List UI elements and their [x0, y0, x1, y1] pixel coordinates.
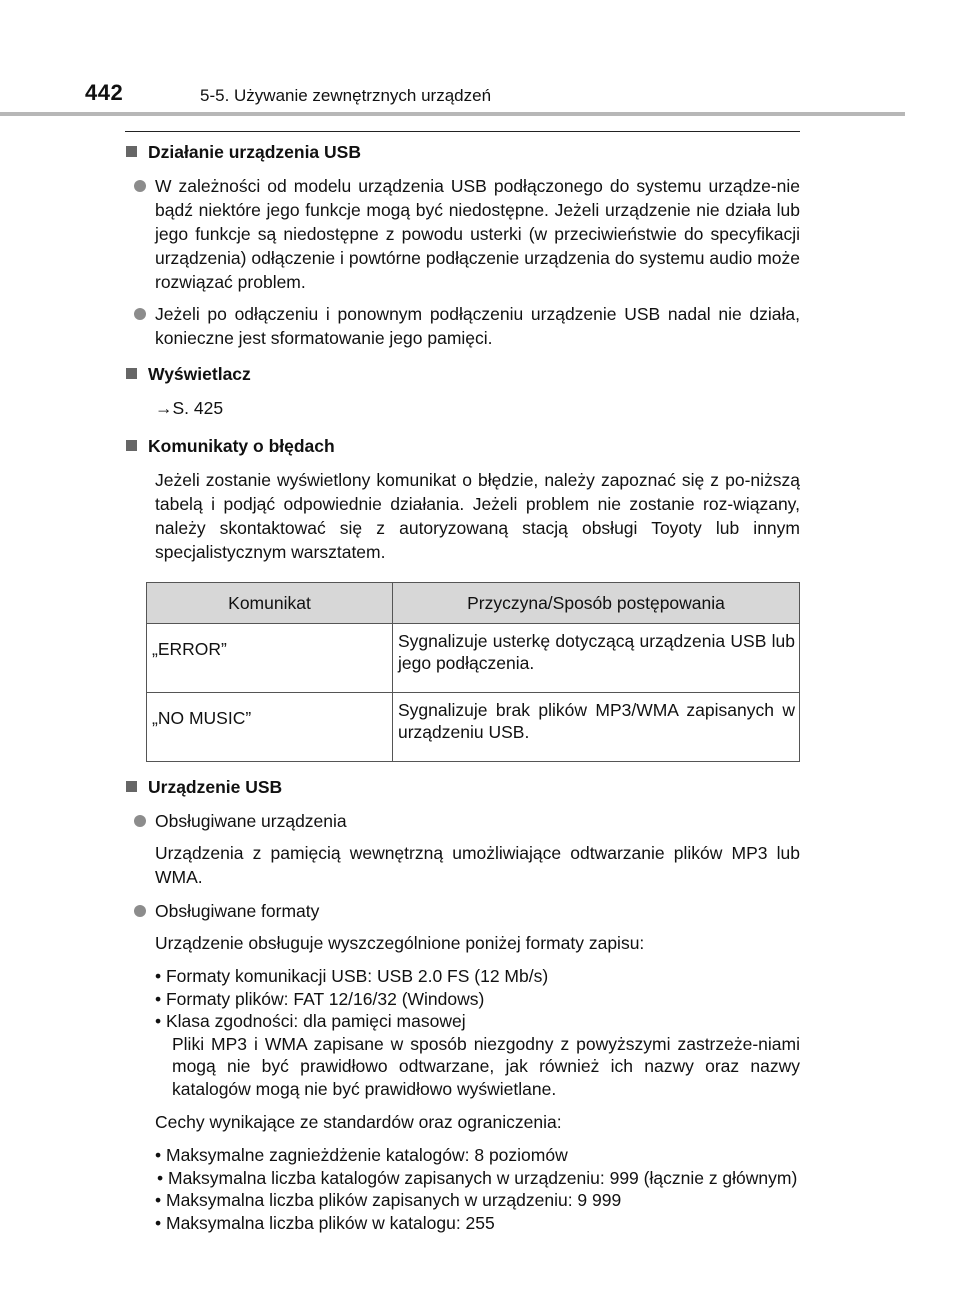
bullet-item [124, 174, 800, 294]
chapter-title: 5-5. Używanie zewnętrznych urządzeń [200, 86, 492, 105]
bullet-title: Obsługiwane urządzenia [155, 811, 347, 831]
section-title: Urządzenie USB [148, 777, 283, 797]
section-heading-display [124, 362, 800, 386]
list-item: • Maksymalna liczba plików w katalogu: 255 [155, 1212, 495, 1233]
section-heading-usb-device [124, 775, 800, 799]
bullet-text: Jeżeli po odłączeniu i ponownym podłączeniu urządzenie USB nadal nie działa, konieczne jest sformatowanie jego pamięci. [155, 304, 800, 348]
formats-note: Pliki MP3 i WMA zapisane w sposób niezgodny z powyższymi zastrzeże-niami mogą nie być prawidłowo odtwarzane, jak również ich nazwy oraz nazwy katalogów mogą nie być prawidłowo wyświetlane. [172, 1033, 800, 1099]
list-item: • Maksymalna liczba katalogów zapisanych w urządzeniu: 999 (łącznie z głównym) [157, 1167, 798, 1188]
supported-devices-text: Urządzenia z pamięcią wewnętrzną umożliwiające odtwarzanie plików MP3 lub WMA. [155, 843, 800, 887]
errors-paragraph: Jeżeli zostanie wyświetlony komunikat o błędzie, należy zapoznać się z po-niższą tabelą i podjąć odpowiednie działania. Jeżeli problem nie zostanie roz-wiązany, należy skontaktować się z autoryzowaną stacją obsługi Toyoty lub innym specjalistycznym warsztatem. [155, 470, 800, 562]
limits-list [124, 1144, 800, 1234]
table-header-cell: Przyczyna/Sposób postępowania [393, 583, 800, 624]
circle-bullet-icon [134, 180, 146, 192]
bullet-title: Obsługiwane formaty [155, 901, 320, 921]
list-item: • Maksymalna liczba plików zapisanych w urządzeniu: 9 999 [155, 1190, 622, 1210]
cause-cell: Sygnalizuje brak plików MP3/WMA zapisanych w urządzeniu USB. [393, 693, 800, 762]
page-reference: →S. 425 [155, 398, 224, 418]
square-bullet-icon [126, 440, 137, 451]
limits-intro: Cechy wynikające ze standardów oraz ograniczenia: [155, 1112, 562, 1132]
section-title: Działanie urządzenia USB [148, 142, 361, 162]
message-cell: „ERROR” [147, 624, 393, 693]
page-content [124, 140, 800, 1244]
page-number: 442 [85, 80, 124, 105]
square-bullet-icon [126, 368, 137, 379]
header-divider [0, 112, 905, 116]
square-bullet-icon [126, 781, 137, 792]
list-item: • Klasa zgodności: dla pamięci masowej [155, 1011, 466, 1031]
section-title: Wyświetlacz [148, 364, 251, 384]
table-header-cell: Komunikat [147, 583, 393, 624]
message-cell: „NO MUSIC” [147, 693, 393, 762]
bullet-item [124, 899, 800, 923]
bullet-item [124, 302, 800, 350]
square-bullet-icon [126, 146, 137, 157]
section-title: Komunikaty o błędach [148, 436, 335, 456]
section-heading-errors [124, 434, 800, 458]
list-item: • Formaty komunikacji USB: USB 2.0 FS (12 Mb/s) [155, 966, 549, 986]
list-item: • Maksymalne zagnieżdżenie katalogów: 8 poziomów [155, 1145, 568, 1165]
section-heading-usb-operation [124, 140, 800, 164]
error-messages-table [146, 582, 800, 762]
cause-cell: Sygnalizuje usterkę dotyczącą urządzenia USB lub jego podłączenia. [393, 624, 800, 693]
content-divider [125, 131, 800, 132]
table-row [147, 624, 800, 693]
table-header-row [147, 583, 800, 624]
circle-bullet-icon [134, 815, 146, 827]
circle-bullet-icon [134, 905, 146, 917]
bullet-item [124, 809, 800, 833]
list-item: • Formaty plików: FAT 12/16/32 (Windows) [155, 988, 485, 1009]
circle-bullet-icon [134, 308, 146, 320]
formats-list [124, 965, 800, 1100]
bullet-text: W zależności od modelu urządzenia USB podłączonego do systemu urządze-nie bądź niektóre jego funkcje mogą być niedostępne. Jeżeli urządzenie nie działa lub jego funkcje są niedostępne z powodu usterki (w przeciwieństwie do specyfikacji urządzenia) odłączenie i powtórne podłączenie urządzenia do systemu audio może rozwiązać problem. [155, 176, 800, 292]
table-row [147, 693, 800, 762]
formats-intro: Urządzenie obsługuje wyszczególnione poniżej formaty zapisu: [155, 933, 645, 953]
